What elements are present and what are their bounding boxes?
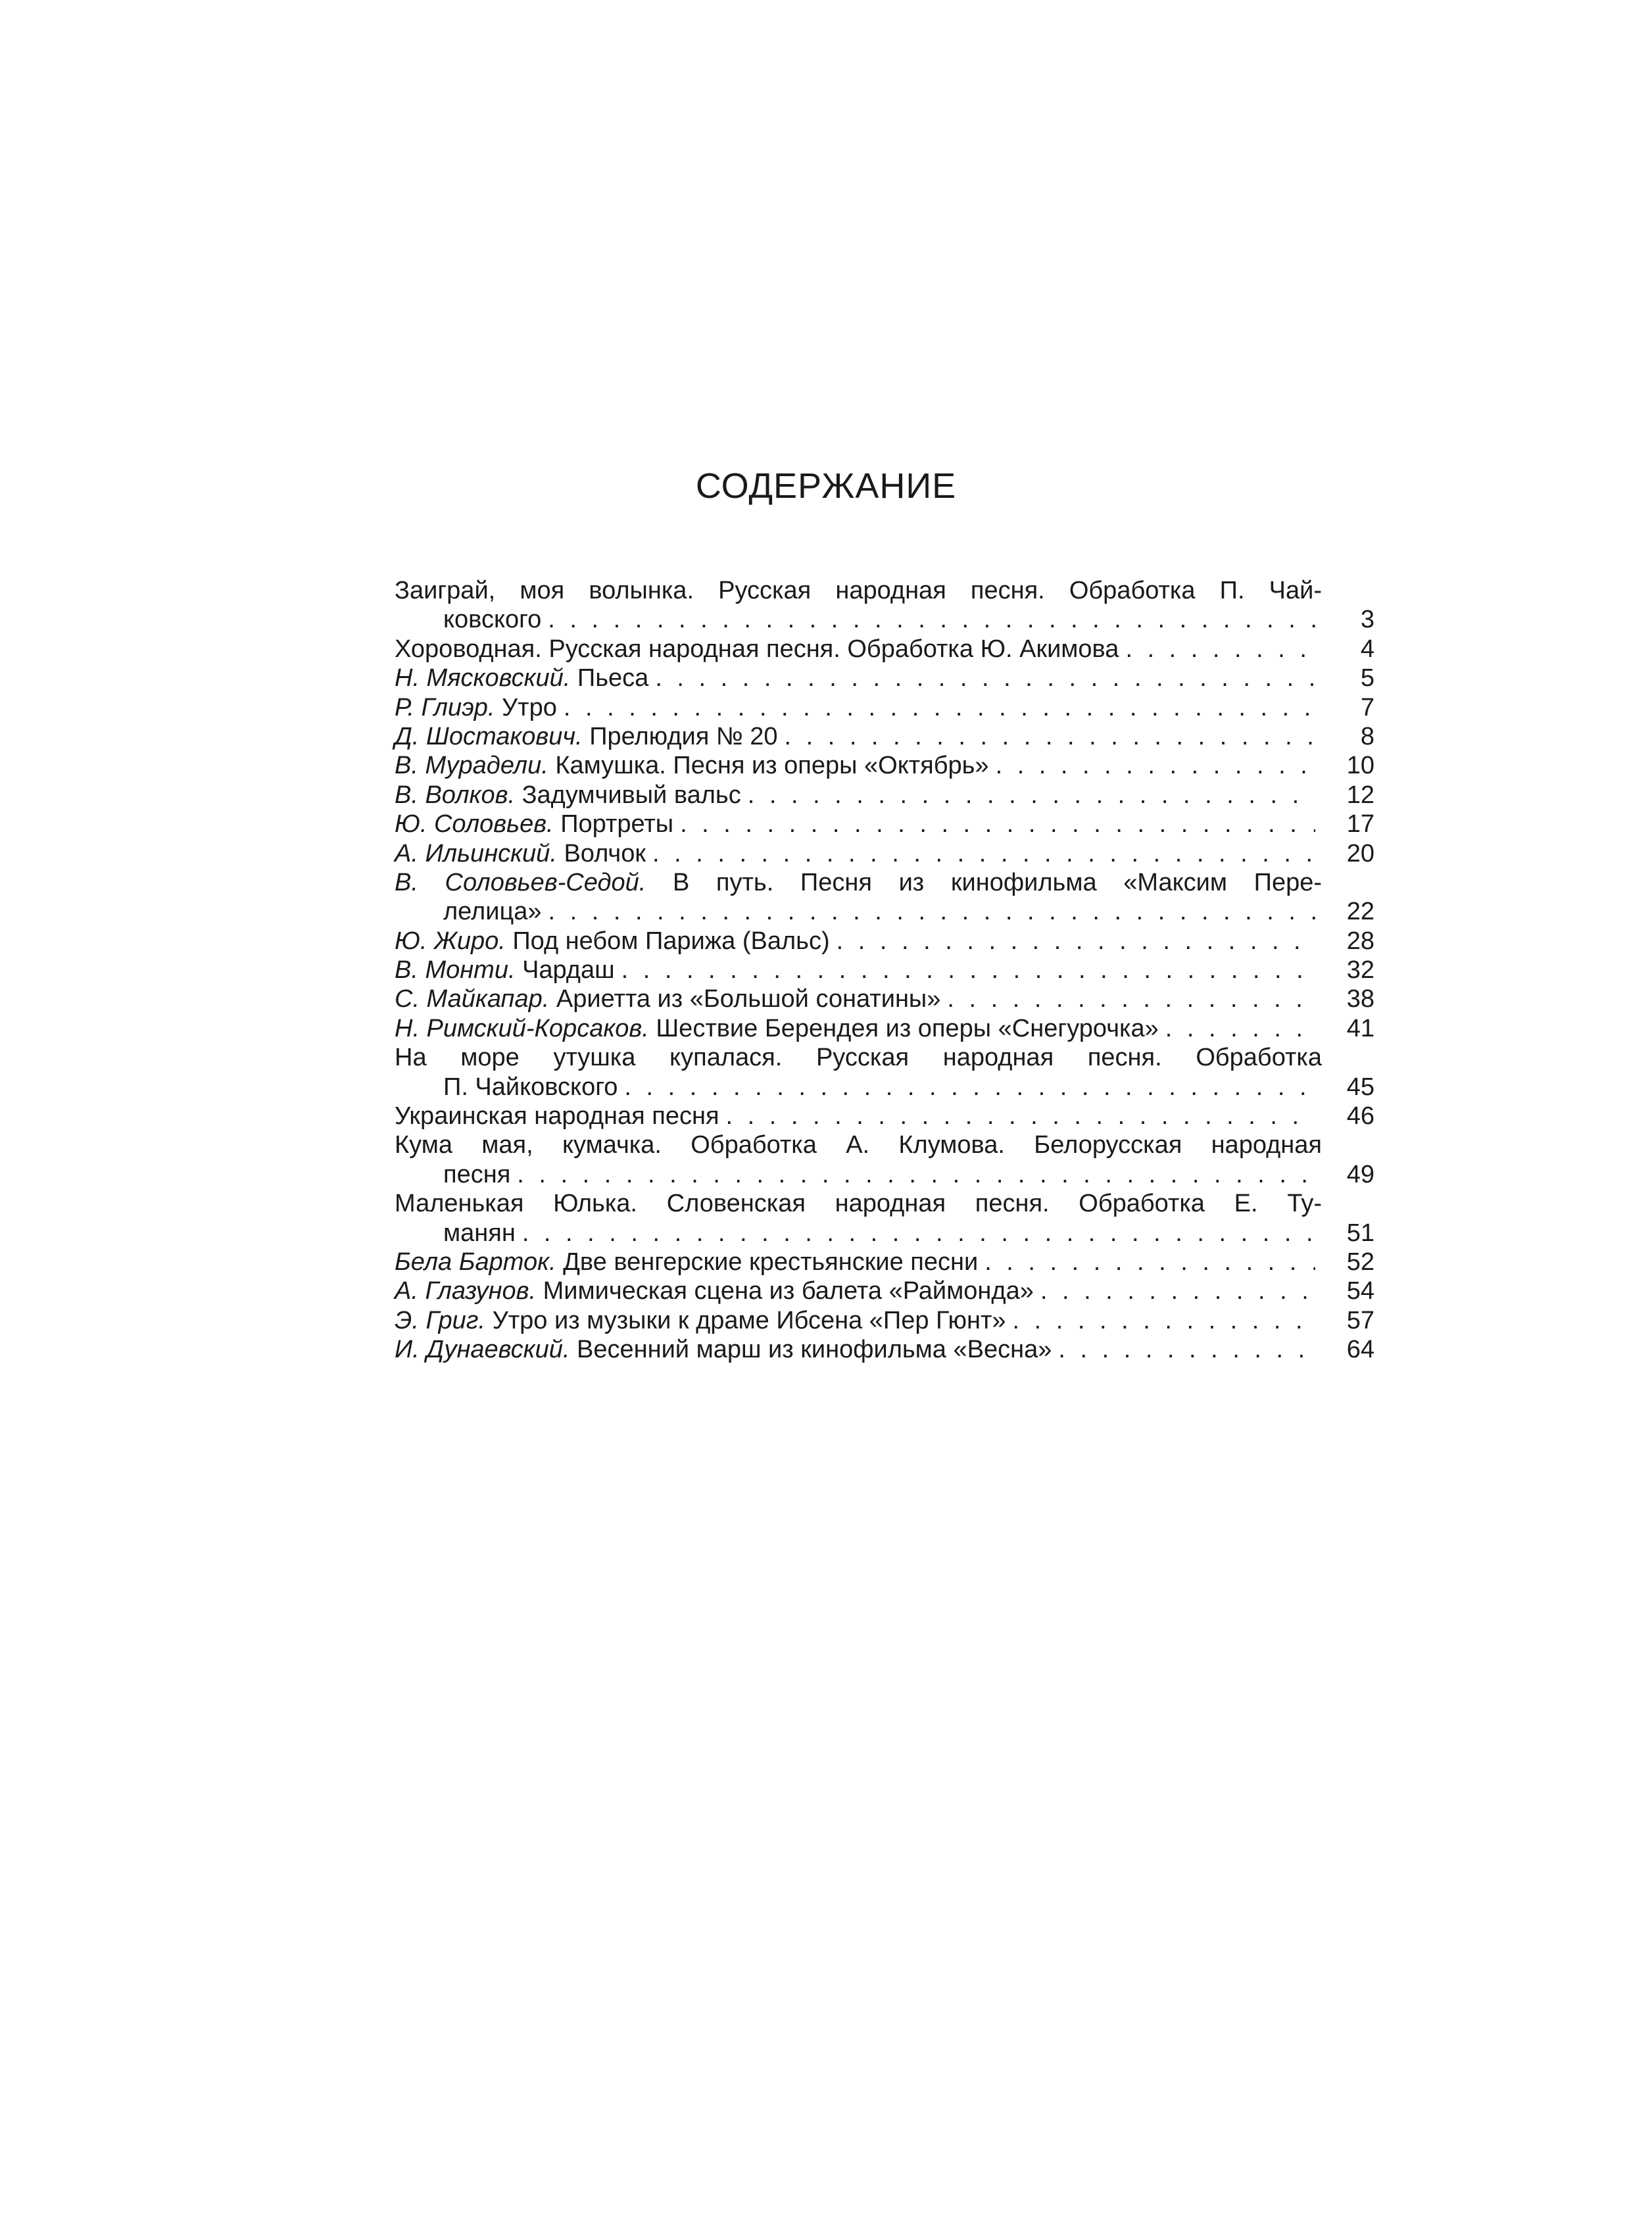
- toc-page-number: 52: [1346, 1248, 1374, 1276]
- toc-entry-line: [395, 693, 1374, 722]
- toc-entry: [395, 722, 1374, 751]
- dot-leader: [621, 956, 1315, 985]
- dot-leader: [984, 1248, 1315, 1277]
- toc-entry: [395, 956, 1374, 985]
- toc-title: Утро из музыки к драме Ибсена «Пер Гюнт»: [492, 1306, 1006, 1334]
- toc-author: А. Ильинский.: [395, 839, 557, 867]
- toc-author: Н. Мясковский.: [395, 664, 571, 693]
- dot-leader: [947, 985, 1315, 1013]
- toc-title: песня: [443, 1160, 511, 1188]
- toc-entry: [395, 1102, 1374, 1131]
- toc-title: Две венгерские крестьянские песни: [563, 1248, 979, 1276]
- toc-entry-line: [395, 1043, 1374, 1072]
- toc-title: Мимическая сцена из балета «Раймонда»: [543, 1277, 1034, 1305]
- toc-author: Э. Григ.: [395, 1306, 486, 1334]
- toc-page-number: 3: [1360, 606, 1374, 634]
- dot-leader: [548, 605, 1315, 634]
- dot-leader: [1013, 1306, 1315, 1335]
- toc-entry: [395, 1189, 1374, 1248]
- toc-entry: [395, 1248, 1374, 1277]
- dot-leader: [1058, 1335, 1315, 1364]
- dot-leader: [522, 1219, 1315, 1248]
- toc-entry: [395, 985, 1374, 1013]
- dot-leader: [748, 781, 1315, 810]
- dot-leader: [996, 751, 1315, 780]
- toc-title: Заиграй, моя волынка. Русская народная песня. Обработка П. Чай-: [395, 577, 1322, 604]
- toc-entry-line: [395, 1102, 1374, 1131]
- toc-author: И. Дунаевский.: [395, 1336, 570, 1364]
- toc-page-number: 49: [1346, 1160, 1374, 1188]
- toc-page-number: 8: [1360, 722, 1374, 750]
- toc-title: манян: [443, 1219, 516, 1247]
- toc-author: В. Монти.: [395, 956, 516, 985]
- dot-leader: [680, 810, 1315, 839]
- toc-title: Кума мая, кумачка. Обработка А. Клумова. Белорусская народная: [395, 1131, 1322, 1159]
- toc-title: Прелюдия № 20: [589, 722, 778, 750]
- toc-entry-line: [395, 1335, 1374, 1364]
- dot-leader: [784, 722, 1315, 751]
- toc-entry-line: [395, 1248, 1374, 1277]
- toc-page-number: 54: [1346, 1277, 1374, 1305]
- toc-entry-line: [395, 810, 1374, 839]
- toc-entry: [395, 576, 1374, 635]
- toc-page-number: 4: [1360, 635, 1374, 663]
- toc-page-number: 57: [1346, 1306, 1374, 1334]
- toc-title: Шествие Берендея из оперы «Снегурочка»: [656, 1014, 1159, 1042]
- toc-entry-line: [395, 839, 1374, 868]
- toc-page-number: 12: [1346, 781, 1374, 809]
- toc-title: Ариетта из «Большой сонатины»: [556, 985, 941, 1013]
- toc-entry-line: [395, 664, 1374, 693]
- dot-leader: [652, 839, 1315, 868]
- toc-entry: [395, 664, 1374, 693]
- toc-page-number: 64: [1346, 1336, 1374, 1364]
- dot-leader: [548, 897, 1315, 926]
- toc-entry: [395, 1277, 1374, 1305]
- toc-author: Д. Шостакович.: [395, 722, 583, 750]
- toc-author: В. Волков.: [395, 781, 516, 809]
- toc-entry-line: [395, 635, 1374, 664]
- toc-title: Пьеса: [577, 664, 649, 693]
- dot-leader: [1040, 1277, 1315, 1305]
- toc-entry-line: [395, 956, 1374, 985]
- toc-author: Ю. Соловьев.: [395, 810, 554, 839]
- dot-leader: [564, 693, 1315, 722]
- toc-page-number: 46: [1346, 1102, 1374, 1131]
- toc-entry-line: [395, 1189, 1374, 1218]
- toc-entry-line: [395, 1306, 1374, 1335]
- page-title: СОДЕРЖАНИЕ: [695, 466, 957, 506]
- toc-title: Утро: [502, 693, 557, 721]
- toc-entry: [395, 927, 1374, 956]
- toc-author: В. Мурадели.: [395, 752, 548, 780]
- toc-author: Бела Барток.: [395, 1248, 556, 1276]
- toc-entry-line: [395, 1131, 1374, 1159]
- toc-entry: [395, 1043, 1374, 1102]
- toc-page-number: 17: [1346, 810, 1374, 839]
- toc-title: Украинская народная песня: [395, 1102, 719, 1131]
- toc-entry-line: [395, 605, 1374, 634]
- dot-leader: [655, 664, 1315, 693]
- toc-title: Волчок: [564, 839, 646, 867]
- toc-page-number: 22: [1346, 898, 1374, 926]
- toc-page-number: 5: [1360, 664, 1374, 693]
- toc-title: Портреты: [560, 810, 674, 839]
- toc-entry-line: [395, 927, 1374, 956]
- toc-author: Н. Римский-Корсаков.: [395, 1014, 649, 1042]
- toc-entry: [395, 868, 1374, 927]
- toc-entry: [395, 751, 1374, 780]
- toc-entry: [395, 1131, 1374, 1189]
- dot-leader: [517, 1160, 1315, 1189]
- toc-entry: [395, 839, 1374, 868]
- toc-title: лелица»: [443, 898, 542, 926]
- toc-entry: [395, 810, 1374, 839]
- toc-entry-line: [395, 576, 1374, 605]
- dot-leader: [726, 1102, 1315, 1131]
- toc-page-number: 20: [1346, 839, 1374, 867]
- toc-title: Весенний марш из кинофильма «Весна»: [577, 1336, 1052, 1364]
- toc-entry-line: [395, 868, 1374, 897]
- toc-entry-line: [395, 1160, 1374, 1189]
- toc-entry: [395, 1335, 1374, 1364]
- toc-title: Под небом Парижа (Вальс): [512, 927, 830, 955]
- dot-leader: [837, 927, 1315, 956]
- toc-page-number: 41: [1346, 1014, 1374, 1042]
- toc-page-number: 45: [1346, 1073, 1374, 1101]
- toc-page-number: 32: [1346, 956, 1374, 985]
- toc-title: В путь. Песня из кинофильма «Максим Пере-: [672, 868, 1322, 896]
- toc-page-number: 10: [1346, 752, 1374, 780]
- toc-title: Задумчивый вальс: [522, 781, 741, 809]
- toc-entry: [395, 781, 1374, 810]
- toc-entry-line: [395, 751, 1374, 780]
- toc-title: ковского: [443, 606, 542, 634]
- toc-entry-line: [395, 1014, 1374, 1043]
- toc-title: П. Чайковского: [443, 1073, 618, 1101]
- toc-page-number: 51: [1346, 1219, 1374, 1247]
- toc-author: С. Майкапар.: [395, 985, 550, 1013]
- table-of-contents: [395, 576, 1374, 1365]
- toc-author: А. Глазунов.: [395, 1277, 537, 1305]
- toc-entry-line: [395, 897, 1374, 926]
- toc-page-number: 7: [1360, 693, 1374, 721]
- toc-title: Чардаш: [522, 956, 615, 985]
- toc-page-number: 38: [1346, 985, 1374, 1013]
- toc-entry: [395, 1306, 1374, 1335]
- toc-title: Хороводная. Русская народная песня. Обработка Ю. Акимова: [395, 635, 1119, 663]
- toc-entry-line: [395, 722, 1374, 751]
- toc-entry-line: [395, 985, 1374, 1013]
- dot-leader: [624, 1073, 1315, 1102]
- dot-leader: [1125, 635, 1315, 664]
- toc-entry: [395, 1014, 1374, 1043]
- toc-author: Ю. Жиро.: [395, 927, 506, 955]
- toc-entry-line: [395, 781, 1374, 810]
- toc-entry: [395, 693, 1374, 722]
- toc-author: В. Соловьев-Седой.: [395, 868, 646, 896]
- toc-entry: [395, 635, 1374, 664]
- toc-title: Камушка. Песня из оперы «Октябрь»: [555, 752, 989, 780]
- toc-author: Р. Глиэр.: [395, 693, 495, 721]
- toc-title: На море утушка купалася. Русская народная песня. Обработка: [395, 1044, 1322, 1072]
- toc-entry-line: [395, 1073, 1374, 1102]
- dot-leader: [1165, 1014, 1315, 1043]
- toc-page-number: 28: [1346, 927, 1374, 955]
- toc-title: Маленькая Юлька. Словенская народная песня. Обработка Е. Ту-: [395, 1190, 1322, 1218]
- toc-entry-line: [395, 1277, 1374, 1305]
- toc-entry-line: [395, 1219, 1374, 1248]
